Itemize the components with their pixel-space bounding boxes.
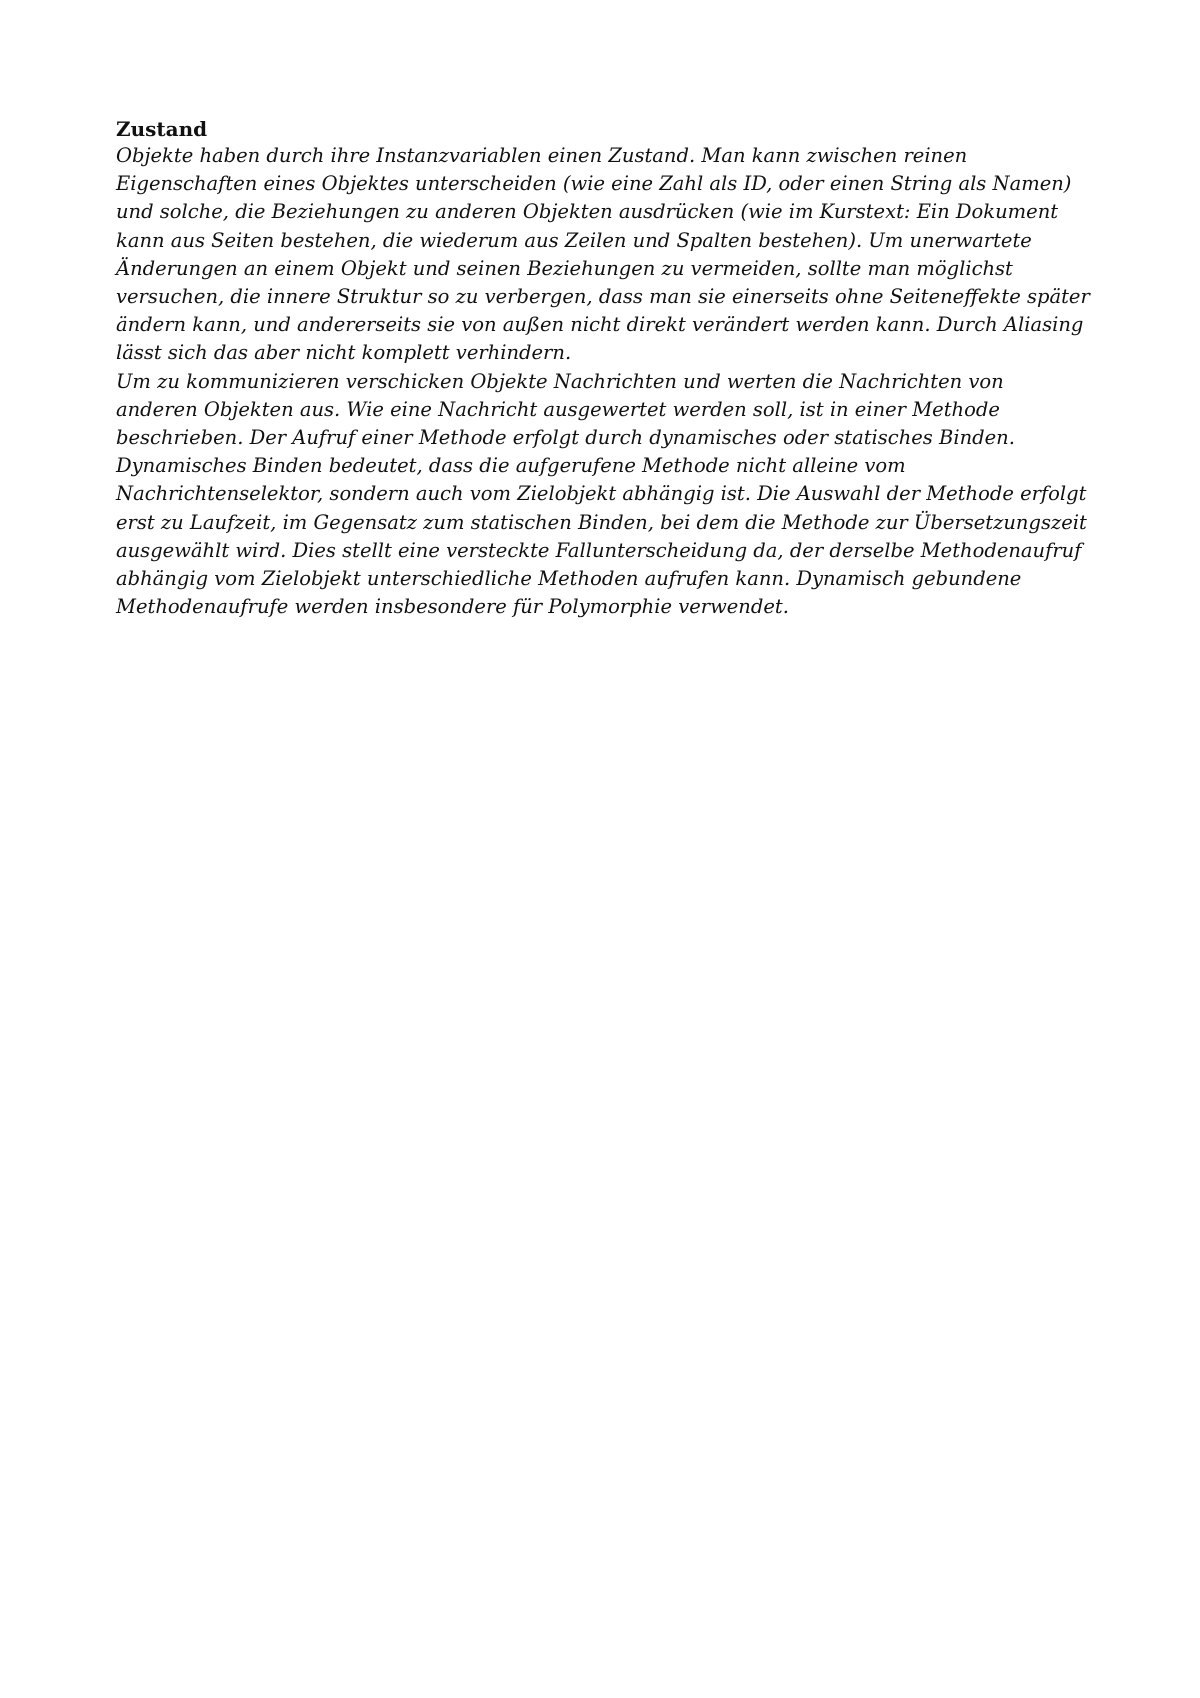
text-line: Um zu kommunizieren verschicken Objekte Nachrichten und werten die Nachrichten von (116, 369, 1004, 393)
text-line: anderen Objekten aus. Wie eine Nachricht ausgewertet werden soll, ist in einer Methode (116, 397, 1000, 421)
text-line: und solche, die Beziehungen zu anderen Objekten ausdrücken (wie im Kurstext: Ein Dokument (116, 200, 1059, 224)
text-line: Objekte haben durch ihre Instanzvariablen einen Zustand. Man kann zwischen reinen (116, 144, 968, 167)
document-body (116, 116, 1096, 621)
text-line: Nachrichtenselektor, sondern auch vom Zielobjekt abhängig ist. Die Auswahl der Methode erfolgt (116, 482, 1087, 506)
text-line: Eigenschaften eines Objektes unterscheiden (wie eine Zahl als ID, oder einen String als Namen) (116, 172, 1072, 196)
text-line: Änderungen an einem Objekt und seinen Beziehungen zu vermeiden, sollte man möglichst (116, 256, 1013, 280)
text-line: erst zu Laufzeit, im Gegensatz zum statischen Binden, bei dem die Methode zur Übersetzungszeit (116, 510, 1087, 534)
text-line: Methodenaufrufe werden insbesondere für Polymorphie verwendet. (116, 595, 789, 619)
text-line: ändern kann, und andererseits sie von außen nicht direkt verändert werden kann. Durch Aliasing (116, 313, 1084, 337)
text-line: kann aus Seiten bestehen, die wiederum aus Zeilen und Spalten bestehen). Um unerwartete (116, 228, 1032, 252)
text-line: ausgewählt wird. Dies stellt eine versteckte Fallunterscheidung da, der derselbe Methodenaufruf (116, 538, 1082, 562)
text-line: versuchen, die innere Struktur so zu verbergen, dass man sie einerseits ohne Seiteneffekte später (116, 285, 1090, 309)
text-line: abhängig vom Zielobjekt unterschiedliche Methoden aufrufen kann. Dynamisch gebundene (116, 567, 1022, 591)
text-line: lässt sich das aber nicht komplett verhindern. (116, 341, 572, 365)
text-line: beschrieben. Der Aufruf einer Methode erfolgt durch dynamisches oder statisches Binden. (116, 426, 1015, 450)
section-heading: Zustand (116, 117, 208, 141)
text-line: Dynamisches Binden bedeutet, dass die aufgerufene Methode nicht alleine vom (116, 454, 906, 478)
